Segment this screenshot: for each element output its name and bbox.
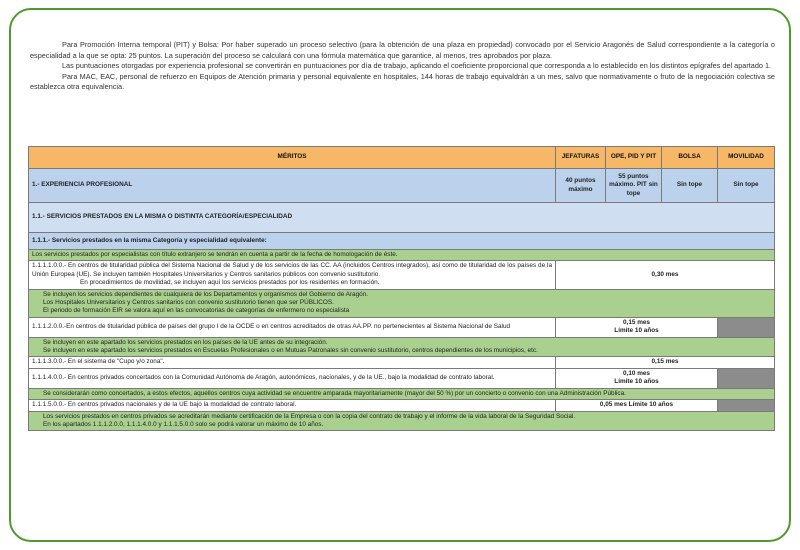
row-1-1-1-5-movilidad-na <box>718 400 775 411</box>
section-1-1-label: 1.1.- SERVICIOS PRESTADOS EN LA MISMA O DISTINTA CATEGORÍA/ESPECIALIDAD <box>29 203 775 233</box>
row-section-1-1-1 <box>29 233 775 250</box>
row-1-1-1-2-value <box>556 317 718 337</box>
intro-text <box>30 40 775 93</box>
section-1-1-1-label: 1.1.1.- Servicios prestados en la misma Categoría y especialidad equivalente: <box>29 233 775 250</box>
row-1-1-1-4-value <box>556 368 718 388</box>
green-block-4-line-1: Los servicios prestados en centros privados se acreditarán mediante certificación de la Empresa o con la copia del contrato de trabajo y el informe de la vida laboral de la Seguridad Social. <box>43 412 576 420</box>
header-jefaturas: JEFATURAS <box>556 147 606 169</box>
row-1-1-1-1-main: 1.1.1.1.0.0.- En centros de titularidad pública del Sistema Nacional de Salud y de los servicios de las CC. AA (incluidos Centros integrados), así como de titularidad de los países de la Unión Europea (UE). Se incluyen también Hospitales Universitarios y Centros sanitarios públicos con convenio sustitutorio. <box>32 262 552 278</box>
green-block-4-line-2: En los apartados 1.1.1.2.0.0, 1.1.1.4.0.0 y 1.1.1.5.0.0 solo se podrá valorar un máximo de 10 años. <box>43 420 324 428</box>
row-1-1-1-5-value: 0,05 mes Límite 10 años <box>556 400 718 411</box>
row-1-1-1-4 <box>29 368 775 388</box>
green-block-1-line-3: El periodo de formación EIR se valora aquí en las convocatorias de categorías de enfermero no especialista <box>43 307 350 315</box>
row-experiencia-profesional <box>29 169 775 203</box>
experiencia-jefaturas: 40 puntos máximo <box>556 169 606 203</box>
row-1-1-1-1 <box>29 261 775 289</box>
header-meritos: MÉRITOS <box>29 147 556 169</box>
row-1-1-1-3-value: 0,15 mes <box>556 357 775 368</box>
row-1-1-1-2-limit: Límite 10 años <box>614 327 659 335</box>
row-1-1-1-3-text: 1.1.1.3.0.0.- En el sistema de "Cupo y/o zona". <box>29 357 556 368</box>
intro-paragraph-2: Las puntuaciones otorgadas por experiencia profesional se convertirán en puntuaciones por día de trabajo, aplicando el coeficiente proporcional que corresponda a lo establecido en los distintos epígrafes del apartado 1. <box>62 61 772 71</box>
experiencia-bolsa: Sin tope <box>662 169 718 203</box>
experiencia-label: 1.- EXPERIENCIA PROFESIONAL <box>29 169 556 203</box>
green-block-1-line-1: Se incluyen los servicios dependientes de cualquiera de los Departamentos y organismos del Gobierno de Aragón. <box>43 290 369 298</box>
header-bolsa: BOLSA <box>662 147 718 169</box>
row-note-extranjero <box>29 250 775 261</box>
table-header-row <box>29 147 775 169</box>
note-extranjero: Los servicios prestados por especialistas con título extranjero se tendrán en cuenta a partir de la fecha de homologación de éste. <box>29 250 775 261</box>
row-1-1-1-2-amount: 0,15 mes <box>622 318 650 326</box>
row-1-1-1-3 <box>29 357 775 368</box>
meritos-table <box>28 146 775 431</box>
row-1-1-1-5 <box>29 400 775 411</box>
header-movilidad: MOVILIDAD <box>718 147 775 169</box>
row-section-1-1 <box>29 203 775 233</box>
row-1-1-1-1-text <box>29 261 556 289</box>
row-1-1-1-4-amount: 0,10 mes <box>622 369 650 377</box>
row-1-1-1-2 <box>29 317 775 337</box>
row-green-block-2 <box>29 337 775 357</box>
green-block-3: Se considerarán como concertados, a estos efectos, aquellos centros cuya actividad se encuentre amparada mayoritariamente (mayor del 50 %) por un concierto o convenio con una Administración Pública. <box>29 388 775 399</box>
row-1-1-1-5-text: 1.1.1.5.0.0.- En centros privados nacionales y de la UE bajo la modalidad de contrato laboral. <box>29 400 556 411</box>
row-1-1-1-1-note: En procedimientos de movilidad, se incluyen aquí los servicios prestados por los residentes en formación. <box>80 279 380 287</box>
row-1-1-1-2-movilidad-na <box>718 317 775 337</box>
green-block-4 <box>29 411 775 431</box>
green-block-1 <box>29 289 775 317</box>
intro-paragraph-1: Para Promoción Interna temporal (PIT) y Bolsa: Por haber superado un proceso selectivo (para la obtención de una plaza en propiedad) convocado por el Servicio Aragonés de Salud correspondiente a la categoría o especialidad a la que se opta: 25 puntos. La superación del proceso se calculará con una fórmula matemática que garantice, al menos, tres aprobados por plaza. <box>30 40 775 60</box>
intro-paragraph-3: Para MAC, EAC, personal de refuerzo en Equipos de Atención primaria y personal equivalente en hospitales, 144 horas de trabajo equivaldrán a un mes, salvo que normativamente o fruto de la negociación colectiva se establezca otra equivalencia. <box>30 71 775 92</box>
row-green-block-4 <box>29 411 775 431</box>
row-green-block-3 <box>29 388 775 399</box>
row-1-1-1-4-movilidad-na <box>718 368 775 388</box>
experiencia-movilidad: Sin tope <box>718 169 775 203</box>
row-1-1-1-1-value: 0,30 mes <box>556 261 775 289</box>
green-block-2-line-2: Se incluyen en este apartado los servicios prestados en Escuelas Profesionales o en Mutuas Patronales sin convenio sustitutorio, centros dependientes de los municipios, etc. <box>43 347 538 355</box>
row-green-block-1 <box>29 289 775 317</box>
green-block-2-line-1: Se incluyen en este apartado los servicios prestados en los países de la UE antes de su integración. <box>43 338 328 346</box>
row-1-1-1-2-text: 1.1.1.2.0.0.-En centros de titularidad pública de países del grupo I de la OCDE o en centros acreditados de otras AA.PP. no pertenecientes al Sistema Nacional de Salud <box>29 317 556 337</box>
header-ope-pid-pit: OPE, PID Y PIT <box>606 147 662 169</box>
row-1-1-1-4-text: 1.1.1.4.0.0.- En centros privados concertados con la Comunidad Autónoma de Aragón, autonómicos, nacionales, y de la UE., bajo la modalidad de contrato laboral. <box>29 368 556 388</box>
experiencia-ope: 55 puntos máximo. PIT sin tope <box>606 169 662 203</box>
green-block-1-line-2: Los Hospitales Universitarios y Centros sanitarios con convenio sustitutorio tienen que ser PÚBLICOS. <box>43 299 334 307</box>
green-block-2 <box>29 337 775 357</box>
row-1-1-1-4-limit: Límite 10 años <box>614 378 659 386</box>
